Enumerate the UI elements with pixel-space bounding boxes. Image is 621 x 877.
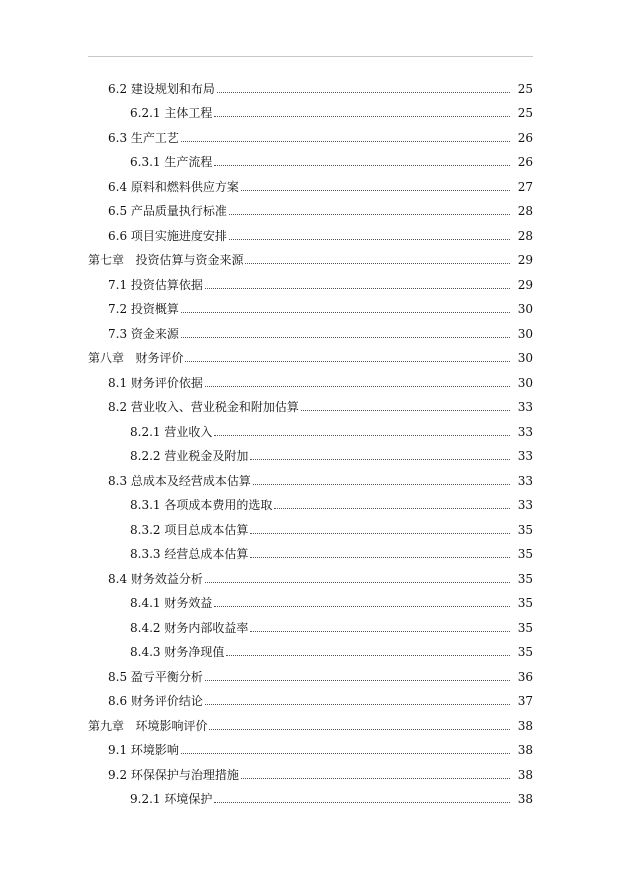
toc-entry[interactable] [130,523,533,537]
toc-row [0,541,621,566]
toc-entry-number: 6.2 [108,81,131,96]
toc-entry[interactable] [130,547,533,561]
toc-entry-number: 8.2.2 [130,449,165,463]
toc-entry-title: 财务净现值 [164,645,225,659]
toc-dot-leader [214,165,510,166]
toc-entry-title: 资金来源 [130,326,179,341]
toc-entry[interactable] [108,694,533,708]
toc-entry-number: 6.3.1 [130,155,165,169]
toc-entry-title: 主体工程 [164,106,213,120]
toc-entry-number: 6.2.1 [130,106,165,120]
toc-page-number: 30 [517,375,533,390]
toc-row [0,737,621,762]
toc-page-number: 33 [517,473,533,488]
toc-entry[interactable] [108,82,533,96]
toc-entry-number: 6.4 [108,179,131,194]
toc-entry-number: 8.2.1 [130,424,165,439]
toc-entry[interactable] [130,425,533,439]
toc-row [0,369,621,394]
toc-page-number: 38 [517,743,533,757]
toc-dot-leader [250,631,510,632]
toc-entry-title: 投资概算 [130,302,179,316]
toc-entry-title: 产品质量执行标准 [130,204,227,218]
toc-entry-number: 6.6 [108,228,131,243]
toc-row [0,590,621,615]
toc-dot-leader [205,386,510,387]
toc-dot-leader [241,190,510,191]
toc-row [0,198,621,223]
toc-entry-title: 营业税金及附加 [164,449,249,463]
toc-entry-number: 8.4.3 [130,645,165,659]
toc-page-number: 25 [517,106,533,120]
toc-entry-number: 8.4.1 [130,596,165,610]
toc-row [0,614,621,639]
toc-page-number: 35 [517,522,533,537]
toc-dot-leader [250,533,510,534]
toc-entry-title: 环境保护 [164,792,213,806]
toc-dot-leader [205,582,510,583]
toc-page-number: 27 [517,179,533,194]
toc-page-number: 28 [517,204,533,218]
toc-entry-title: 项目总成本估算 [164,522,249,537]
toc-entry-number: 第七章 [88,253,136,267]
toc-dot-leader [205,704,510,705]
toc-entry-title: 环保保护与治理措施 [130,767,239,782]
toc-entry-title: 经营总成本估算 [164,547,249,561]
toc-page-number: 26 [517,130,533,145]
toc-page-number: 37 [517,694,533,708]
toc-page-number: 33 [517,400,533,414]
toc-page-number: 30 [517,351,533,365]
toc-page-number: 29 [517,277,533,292]
toc-row [0,688,621,713]
toc-entry[interactable] [130,621,533,635]
toc-row [0,173,621,198]
toc-page-number: 25 [517,81,533,96]
toc-dot-leader [181,337,510,338]
toc-entry-number: 9.2 [108,767,131,782]
toc-page-number: 38 [517,718,533,733]
toc-entry-number: 7.2 [108,302,131,316]
toc-entry-number: 9.2.1 [130,792,165,806]
toc-entry-title: 营业收入、营业税金和附加估算 [130,400,299,414]
toc-page-number: 29 [517,253,533,267]
toc-entry[interactable] [108,670,533,684]
toc-page-number: 35 [517,547,533,561]
toc-row [0,565,621,590]
toc-row [0,100,621,125]
toc-entry-title: 环境影响评价 [135,718,208,733]
toc-entry-title: 财务效益 [164,596,213,610]
toc-dot-leader [205,680,510,681]
toc-entry[interactable] [108,572,533,586]
toc-page-number: 30 [517,302,533,316]
toc-page-number: 30 [517,326,533,341]
toc-entry[interactable] [130,645,533,659]
toc-entry-number: 8.5 [108,669,131,684]
toc-page-number: 33 [517,424,533,439]
toc-entry-number: 8.4.2 [130,620,165,635]
toc-entry-title: 原料和燃料供应方案 [130,179,239,194]
toc-entry[interactable] [108,400,533,414]
toc-entry-number: 8.3.1 [130,498,165,512]
toc-dot-leader [214,116,510,117]
toc-page-number: 38 [517,792,533,806]
toc-entry-title: 环境影响 [130,743,179,757]
toc-dot-leader [241,778,510,779]
toc-dot-leader [229,214,510,215]
toc-entry-number: 第八章 [88,351,136,365]
toc-entry[interactable] [108,302,533,316]
toc-dot-leader [181,312,510,313]
toc-dot-leader [185,361,510,362]
toc-row [0,75,621,100]
toc-row [0,492,621,517]
toc-row [0,320,621,345]
toc-dot-leader [226,655,510,656]
toc-entry-title: 财务评价结论 [130,694,203,708]
toc-entry[interactable] [88,253,533,267]
toc-page-number: 26 [517,155,533,169]
toc-dot-leader [205,288,510,289]
toc-entry-title: 财务效益分析 [130,571,203,586]
toc-entry[interactable] [108,131,533,145]
toc-entry[interactable] [108,180,533,194]
toc-dot-leader [181,753,510,754]
toc-row [0,639,621,664]
toc-entry-title: 各项成本费用的选取 [164,498,273,512]
toc-row [0,663,621,688]
toc-dot-leader [209,729,510,730]
toc-row [0,271,621,296]
toc-dot-leader [214,606,510,607]
toc-page-number: 28 [517,228,533,243]
toc-entry-title: 投资估算依据 [130,277,203,292]
toc-entry[interactable] [108,278,533,292]
toc-entry-title: 财务内部收益率 [164,620,249,635]
toc-page-number: 35 [517,596,533,610]
toc-entry-number: 8.3.3 [130,547,165,561]
toc-entry-title: 营业收入 [164,424,213,439]
toc-row [0,124,621,149]
toc-dot-leader [253,484,510,485]
table-of-contents [0,75,621,810]
toc-dot-leader [274,508,510,509]
toc-entry-number: 8.6 [108,694,131,708]
toc-row [0,712,621,737]
toc-row [0,467,621,492]
toc-entry-title: 总成本及经营成本估算 [130,473,251,488]
toc-row [0,296,621,321]
toc-dot-leader [250,557,510,558]
toc-entry-number: 6.5 [108,204,131,218]
toc-entry-title: 投资估算与资金来源 [135,253,244,267]
toc-row [0,786,621,811]
toc-entry-number: 8.3 [108,473,131,488]
toc-entry[interactable] [108,327,533,341]
toc-entry-number: 第九章 [88,718,136,733]
toc-dot-leader [250,459,510,460]
toc-entry[interactable] [130,596,533,610]
toc-dot-leader [217,92,510,93]
toc-entry-number: 8.4 [108,571,131,586]
toc-row [0,345,621,370]
toc-entry[interactable] [130,449,533,463]
toc-entry-title: 财务评价依据 [130,375,203,390]
toc-page-number: 35 [517,571,533,586]
header-rule [88,56,533,57]
toc-entry-title: 项目实施进度安排 [130,228,227,243]
toc-dot-leader [229,239,510,240]
toc-entry-number: 7.3 [108,326,131,341]
toc-row [0,247,621,272]
toc-entry-number: 6.3 [108,130,131,145]
toc-entry-number: 8.2 [108,400,131,414]
toc-entry[interactable] [108,229,533,243]
toc-page-number: 33 [517,498,533,512]
toc-dot-leader [214,802,510,803]
toc-dot-leader [301,410,510,411]
toc-dot-leader [214,435,510,436]
toc-entry[interactable] [88,719,533,733]
toc-entry-title: 生产流程 [164,155,213,169]
toc-row [0,149,621,174]
toc-entry[interactable] [130,792,533,806]
toc-page-number: 38 [517,767,533,782]
toc-entry[interactable] [108,768,533,782]
toc-row [0,443,621,468]
toc-entry[interactable] [108,743,533,757]
toc-row [0,418,621,443]
toc-entry[interactable] [88,351,533,365]
toc-dot-leader [181,141,510,142]
toc-row [0,761,621,786]
toc-entry-number: 9.1 [108,743,131,757]
toc-entry-number: 7.1 [108,277,131,292]
toc-entry-number: 8.1 [108,375,131,390]
toc-page-number: 35 [517,645,533,659]
toc-entry[interactable] [130,498,533,512]
toc-entry-number: 8.3.2 [130,522,165,537]
toc-entry[interactable] [108,376,533,390]
toc-entry-title: 建设规划和布局 [130,81,215,96]
toc-page-number: 36 [517,669,533,684]
toc-page-number: 33 [517,449,533,463]
toc-entry-title: 财务评价 [135,351,184,365]
toc-entry[interactable] [108,204,533,218]
toc-dot-leader [245,263,510,264]
toc-row [0,516,621,541]
toc-entry[interactable] [130,155,533,169]
toc-entry-title: 盈亏平衡分析 [130,669,203,684]
toc-row [0,222,621,247]
toc-row [0,394,621,419]
toc-entry-title: 生产工艺 [130,130,179,145]
toc-entry[interactable] [130,106,533,120]
toc-page-number: 35 [517,620,533,635]
toc-entry[interactable] [108,474,533,488]
